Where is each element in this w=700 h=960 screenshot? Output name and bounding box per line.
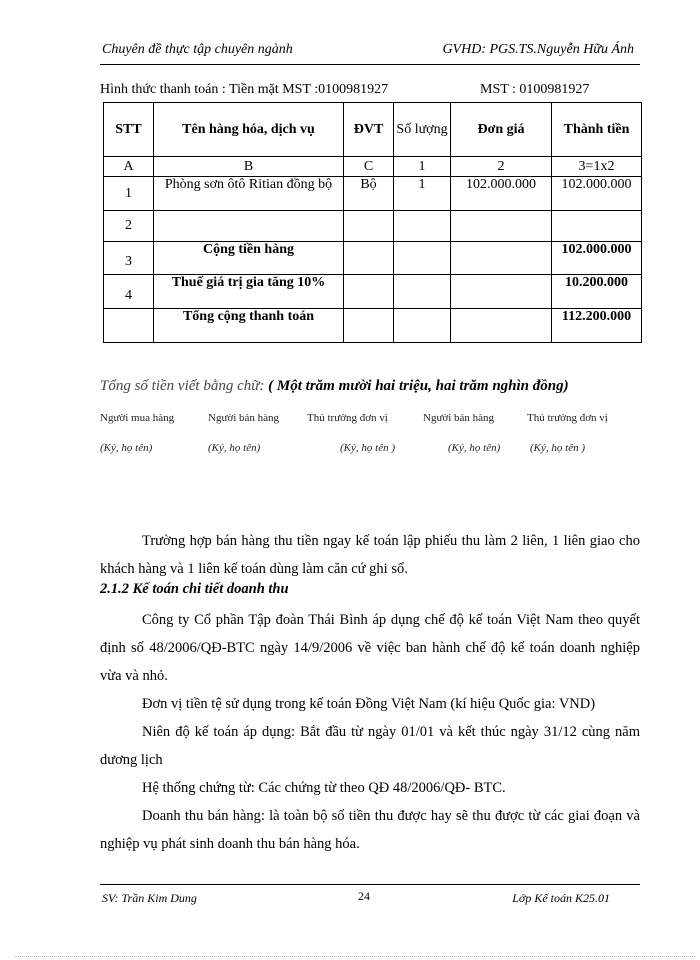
table-cell xyxy=(344,211,394,242)
table-cell xyxy=(394,211,451,242)
table-cell: 2 xyxy=(451,157,552,177)
table-cell: B xyxy=(154,157,344,177)
table-cell xyxy=(104,309,154,343)
table-cell: 2 xyxy=(104,211,154,242)
page-number: 24 xyxy=(358,889,370,903)
table-cell xyxy=(394,275,451,309)
table-cell: 4 xyxy=(104,275,154,309)
table-cell: A xyxy=(104,157,154,177)
col-header: Số lượng xyxy=(394,103,451,157)
table-cell: 3 xyxy=(104,242,154,275)
table-row xyxy=(104,309,642,343)
col-header: STT xyxy=(104,103,154,157)
table-cell xyxy=(344,309,394,343)
signature-note: (Ký, họ tên) xyxy=(100,442,153,454)
table-cell xyxy=(451,309,552,343)
header-right: GVHD: PGS.TS.Nguyễn Hữu Ánh xyxy=(442,42,634,57)
table-row xyxy=(104,275,642,309)
table-cell: 1 xyxy=(394,157,451,177)
signature-title: Người bán hàng xyxy=(208,412,280,424)
table-cell: C xyxy=(344,157,394,177)
signature-note: (Ký, họ tên ) xyxy=(530,442,585,454)
table-cell: 112.200.000 xyxy=(552,309,642,343)
payment-method: Hình thức thanh toán : Tiền mặt MST :0100981927 xyxy=(100,82,389,97)
table-row xyxy=(104,211,642,242)
section-heading: 2.1.2 Kế toán chi tiết doanh thu xyxy=(100,581,289,597)
paragraph-text: Doanh thu bán hàng: là toàn bộ số tiền thu được hay sẽ thu được từ các giai đoạn và nghiệp vụ phát sinh doanh thu bán hàng hóa. xyxy=(100,808,640,852)
paragraph-text: Công ty Cổ phần Tập đoàn Thái Bình áp dụng chế độ kế toán Việt Nam theo quyết định số 48/2006/QĐ-BTC ngày 14/9/2006 về việc ban hành chế độ kế toán doanh nghiệp vừa và nhỏ. xyxy=(100,612,640,684)
col-header: Đơn giá xyxy=(451,103,552,157)
footer-class: Lớp Kế toán K25.01 xyxy=(512,891,610,905)
table-cell xyxy=(394,242,451,275)
paragraph-text: Đơn vị tiền tệ sử dụng trong kế toán Đồng Việt Nam (kí hiệu Quốc gia: VND) xyxy=(142,696,596,712)
col-header: Thành tiền xyxy=(552,103,642,157)
table-cell: Bộ xyxy=(344,177,394,211)
table-cell xyxy=(344,242,394,275)
table-cell: Tổng cộng thanh toán xyxy=(154,309,344,343)
code-row xyxy=(104,157,642,177)
signature-title: Thủ trưởng đơn vị xyxy=(527,412,608,424)
page-border xyxy=(15,956,695,957)
table-cell xyxy=(344,275,394,309)
signature-title: Người mua hàng xyxy=(100,412,175,424)
paragraph-text: Hệ thống chứng từ: Các chứng từ theo QĐ 48/2006/QĐ- BTC. xyxy=(142,780,506,796)
signature-note: (Ký, họ tên) xyxy=(208,442,261,454)
paragraph xyxy=(100,606,640,858)
header-left: Chuyên đề thực tập chuyên ngành xyxy=(102,42,293,57)
table-cell: 102.000.000 xyxy=(552,177,642,211)
table-cell xyxy=(451,242,552,275)
col-header: Tên hàng hóa, dịch vụ xyxy=(154,103,344,157)
amount-label: Tổng số tiền viết bằng chữ: xyxy=(100,378,265,394)
table-cell: 1 xyxy=(394,177,451,211)
table-row xyxy=(104,242,642,275)
amount-in-words xyxy=(100,378,569,395)
page-footer xyxy=(100,884,640,905)
invoice-table xyxy=(103,102,642,343)
table-cell: Cộng tiền hàng xyxy=(154,242,344,275)
signature-title: Thủ trưởng đơn vị xyxy=(307,412,388,424)
tax-code: MST : 0100981927 xyxy=(480,82,590,97)
table-row xyxy=(104,177,642,211)
amount-value: ( Một trăm mười hai triệu, hai trăm nghìn đồng) xyxy=(268,378,569,394)
table-header-row xyxy=(104,103,642,157)
table-cell: Phòng sơn ôtô Ritian đồng bộ xyxy=(154,177,344,211)
col-header: ĐVT xyxy=(344,103,394,157)
table-cell: Thuế giá trị gia tăng 10% xyxy=(154,275,344,309)
signature-title: Người bán hàng xyxy=(423,412,495,424)
table-cell xyxy=(451,275,552,309)
table-cell xyxy=(154,211,344,242)
table-cell: 102.000.000 xyxy=(552,242,642,275)
footer-author: SV: Trần Kim Dung xyxy=(102,891,197,905)
signature-note: (Ký, họ tên) xyxy=(448,442,501,454)
table-cell xyxy=(451,211,552,242)
table-cell xyxy=(394,309,451,343)
table-cell: 1 xyxy=(104,177,154,211)
payment-line xyxy=(100,82,590,98)
paragraph xyxy=(100,527,640,583)
table-cell: 3=1x2 xyxy=(552,157,642,177)
paragraph-text: Trường hợp bán hàng thu tiền ngay kế toán lập phiếu thu làm 2 liên, 1 liên giao cho khách hàng và 1 liên kế toán dùng làm căn cứ ghi sổ. xyxy=(100,533,640,577)
signature-note: (Ký, họ tên ) xyxy=(340,442,395,454)
table-cell: 102.000.000 xyxy=(451,177,552,211)
table-cell xyxy=(552,211,642,242)
paragraph-text: Niên độ kế toán áp dụng: Bắt đầu từ ngày 01/01 và kết thúc ngày 31/12 cùng năm dương lịch xyxy=(100,724,640,768)
table-cell: 10.200.000 xyxy=(552,275,642,309)
page-header xyxy=(100,40,640,65)
